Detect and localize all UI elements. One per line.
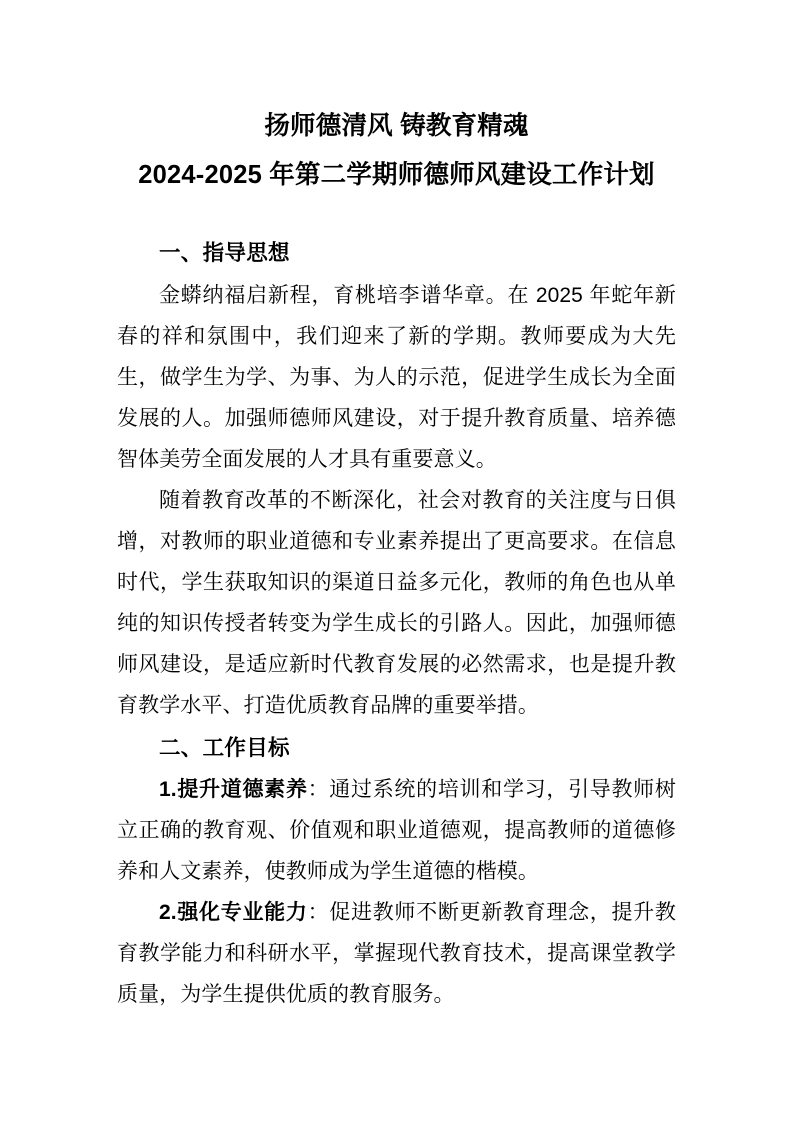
paragraph-2-2	[117, 892, 676, 1015]
paragraph-2-1	[117, 769, 676, 892]
page-title	[117, 108, 676, 193]
paragraph-lead: 1.提升道德素养	[159, 778, 308, 802]
title-spacer	[117, 193, 676, 237]
section-heading-1: 一、指导思想	[159, 241, 290, 266]
title-line-primary: 扬师德清风 铸教育精魂	[264, 112, 529, 140]
paragraph-text: ：通过系统的培训和学习，引导教师树立正确的教育观、价值观和职业道德观，提高教师的道德修养和人文素养，使教师成为学生道德的楷模。	[117, 778, 676, 884]
paragraph-1-2	[117, 480, 676, 726]
title-line-secondary: 2024-2025 年第二学期师德师风建设工作计划	[138, 161, 655, 190]
paragraph-text: 金蟒纳福启新程，育桃培李谱华章。在 2025 年蛇年新春的祥和氛围中，我们迎来了新的学期。教师要成为大先生，做学生为学、为事、为人的示范，促进学生成长为全面发展的人。加强师德师风建设，对于提升教育质量、培养德智体美劳全面发展的人才具有重要意义。	[117, 283, 676, 471]
paragraph-text: ：促进教师不断更新教育理念，提升教育教学能力和科研水平，掌握现代教育技术，提高课堂教学质量，为学生提供优质的教育服务。	[117, 901, 676, 1007]
section-heading-2: 二、工作目标	[159, 735, 290, 760]
paragraph-text: 随着教育改革的不断深化，社会对教育的关注度与日俱增，对教师的职业道德和专业素养提出了更高要求。在信息时代，学生获取知识的渠道日益多元化，教师的角色也从单纯的知识传授者转变为学生成长的引路人。因此，加强师德师风建设，是适应新时代教育发展的必然需求，也是提升教育教学水平、打造优质教育品牌的重要举措。	[117, 488, 676, 717]
paragraph-lead: 2.强化专业能力	[159, 901, 308, 925]
paragraph-1-1	[117, 275, 676, 480]
